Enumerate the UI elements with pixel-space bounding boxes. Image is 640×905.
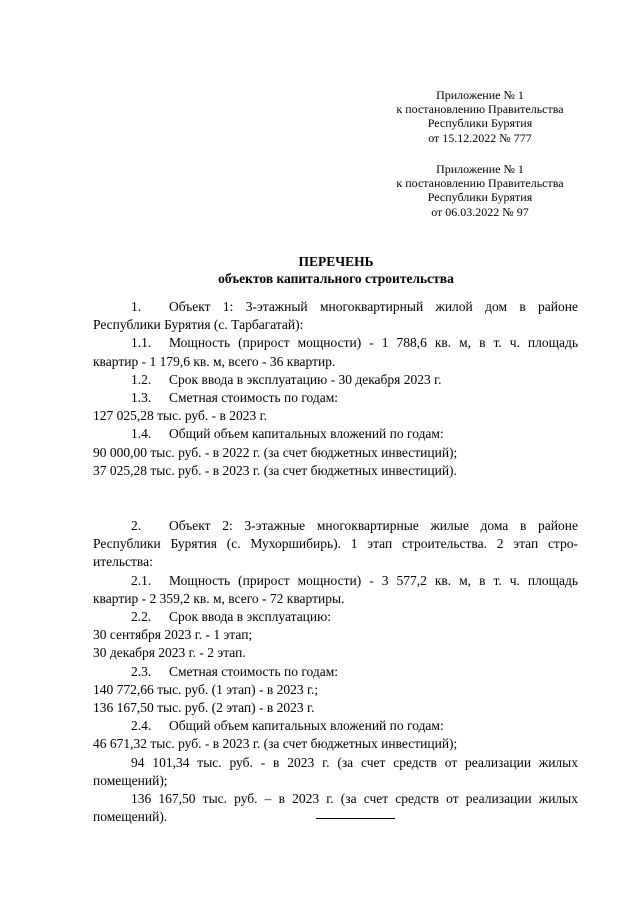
object-1-heading-cont: Республики Бурятия (с. Тарбагатай): bbox=[93, 317, 304, 333]
item-2-4-value-1: 46 671,32 тыс. руб. - в 2023 г. (за счет бюджетных инвестиций); bbox=[93, 736, 458, 752]
object-2-heading-cont-2: ительства: bbox=[93, 554, 153, 570]
item-1-3-value: 127 025,28 тыс. руб. - в 2023 г. bbox=[93, 408, 267, 424]
paragraph-gap bbox=[93, 480, 578, 517]
item-2-2-value-1: 30 сентября 2023 г. - 1 этап; bbox=[93, 627, 253, 643]
end-separator-line bbox=[316, 818, 395, 819]
appendix-line: от 06.03.2022 № 97 bbox=[431, 204, 529, 219]
document-title bbox=[0, 253, 640, 287]
item-2-4-value-2: 94 101,34 тыс. руб. - в 2023 г. (за счет средств от реализации жилых bbox=[131, 754, 578, 770]
item-2-3-text: Сметная стоимость по годам: bbox=[169, 663, 339, 679]
item-number: 1.1. bbox=[131, 335, 152, 351]
item-2-3-value-1: 140 772,66 тыс. руб. (1 этап) - в 2023 г.; bbox=[93, 681, 319, 697]
item-number: 1.4. bbox=[131, 426, 152, 442]
item-1-4-text: Общий объем капитальных вложений по годам: bbox=[169, 426, 444, 442]
title-line-1: ПЕРЕЧЕНЬ bbox=[298, 254, 374, 269]
title-line-2: объектов капитального строительства bbox=[218, 271, 454, 286]
item-number: 2.4. bbox=[131, 718, 152, 734]
object-1-heading-text: Объект 1: 3-этажный многоквартирный жилой дом в районе bbox=[169, 299, 578, 314]
item-2-4-value-2-cont: помещений); bbox=[93, 772, 168, 788]
object-1-heading bbox=[93, 298, 578, 316]
object-2-heading bbox=[93, 517, 578, 535]
item-1-4-value-2: 37 025,28 тыс. руб. - в 2023 г. (за счет бюджетных инвестиций). bbox=[93, 462, 457, 478]
item-2-4-text: Общий объем капитальных вложений по годам: bbox=[169, 718, 444, 734]
item-1-1 bbox=[93, 334, 578, 352]
item-1-4 bbox=[93, 425, 578, 443]
item-1-2 bbox=[93, 371, 578, 389]
item-2-3-value-2: 136 167,50 тыс. руб. (2 этап) - в 2023 г. bbox=[93, 700, 315, 716]
item-2-2 bbox=[93, 608, 578, 626]
item-1-2-text: Срок ввода в эксплуатацию - 30 декабря 2023 г. bbox=[169, 371, 442, 387]
appendix-line: от 15.12.2022 № 777 bbox=[428, 130, 532, 145]
item-2-1-cont: квартир - 2 359,2 кв. м, всего - 72 квартиры. bbox=[93, 590, 345, 606]
item-number: 2.1. bbox=[131, 572, 152, 588]
appendix-line: Приложение № 1 bbox=[436, 88, 524, 102]
item-1-1-text: Мощность (прирост мощности) - 1 788,6 кв. м, в т. ч. площадь bbox=[169, 335, 578, 351]
item-1-1-cont: квартир - 1 179,6 кв. м, всего - 36 квартир. bbox=[93, 353, 336, 369]
item-number: 2. bbox=[131, 518, 142, 534]
appendix-line: к постановлению Правительства bbox=[396, 176, 564, 191]
item-2-2-value-2: 30 декабря 2023 г. - 2 этап. bbox=[93, 645, 246, 661]
item-2-4-value-3: 136 167,50 тыс. руб. – в 2023 г. (за счет средств от реализации жилых bbox=[131, 791, 578, 807]
item-2-1 bbox=[93, 572, 578, 590]
item-1-3 bbox=[93, 389, 578, 407]
item-2-4 bbox=[93, 717, 578, 735]
item-number: 1.2. bbox=[131, 371, 152, 387]
item-number: 1. bbox=[131, 299, 142, 314]
item-2-2-text: Срок ввода в эксплуатацию: bbox=[169, 609, 331, 625]
item-2-3 bbox=[93, 663, 578, 681]
item-1-3-text: Сметная стоимость по годам: bbox=[169, 390, 339, 406]
appendix-header-previous bbox=[380, 162, 580, 219]
item-number: 1.3. bbox=[131, 390, 152, 406]
object-2-heading-text: Объект 2: 3-этажные многоквартирные жилые дома в районе bbox=[169, 518, 578, 534]
item-number: 2.3. bbox=[131, 663, 152, 679]
appendix-line: Республики Бурятия bbox=[427, 190, 533, 205]
appendix-line: Приложение № 1 bbox=[436, 162, 524, 176]
item-2-4-value-3-cont: помещений). bbox=[93, 809, 168, 825]
document-body bbox=[93, 298, 578, 826]
item-1-4-value-1: 90 000,00 тыс. руб. - в 2022 г. (за счет бюджетных инвестиций); bbox=[93, 444, 458, 460]
item-2-1-text: Мощность (прирост мощности) - 3 577,2 кв. м, в т. ч. площадь bbox=[169, 572, 578, 588]
appendix-header-current bbox=[380, 88, 580, 145]
item-number: 2.2. bbox=[131, 609, 152, 625]
appendix-line: Республики Бурятия bbox=[427, 116, 533, 131]
appendix-line: к постановлению Правительства bbox=[396, 102, 564, 117]
object-2-heading-cont: Республики Бурятия (с. Мухоршибирь). 1 этап строительства. 2 этап стро- bbox=[93, 536, 578, 552]
